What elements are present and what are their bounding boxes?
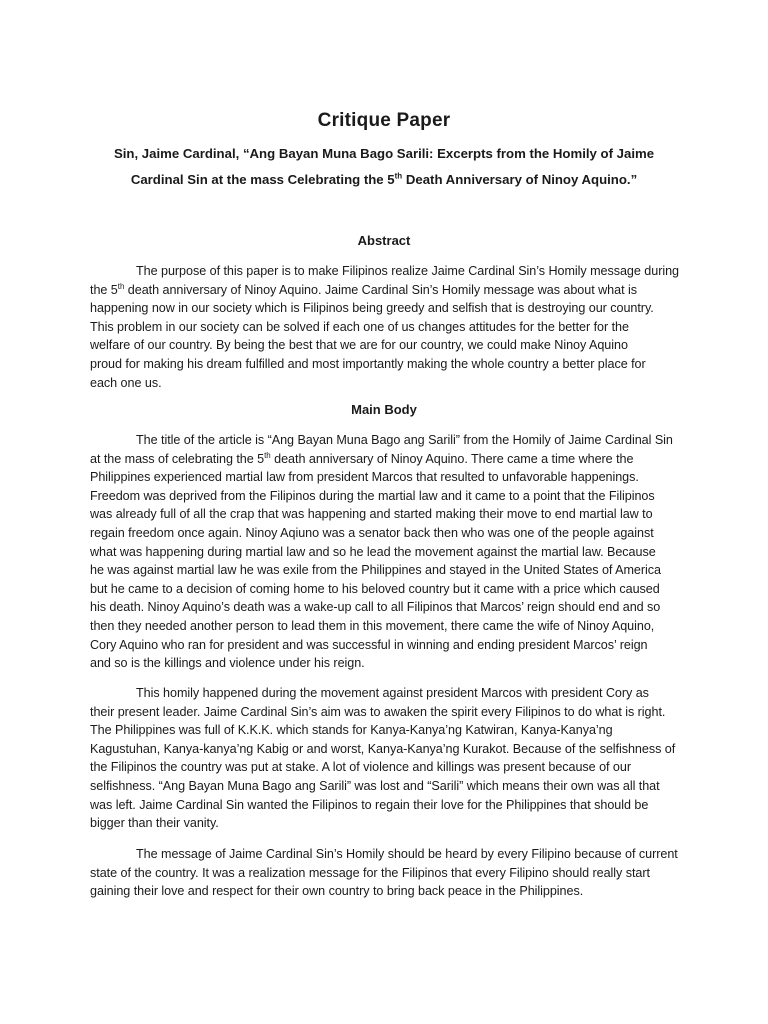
text-line: but he came to a decision of coming home to his beloved country but it came with a price which caused xyxy=(90,581,660,596)
text-line: selfishness. “Ang Bayan Muna Bago ang Sarili” was lost and “Sarili” which means their own was all that xyxy=(90,778,660,793)
text-line: Cory Aquino who ran for president and was successful in winning and ending president Marcos’ reign xyxy=(90,637,648,652)
text-line: was already full of all the crap that was happening and started making their move to end martial law to xyxy=(90,507,653,522)
text-fragment: death anniversary of Ninoy Aquino. There came a time where the xyxy=(270,451,634,466)
text-line: the Filipinos the country was put at stake. A lot of violence and killings was present because of our xyxy=(90,760,631,775)
text-line: proud for making his dream fulfilled and most importantly making the whole country a better place for xyxy=(90,356,646,371)
text-line: regain freedom once again. Ninoy Aqiuno was a senator back then who was one of the people against xyxy=(90,525,654,540)
main-body-heading: Main Body xyxy=(351,402,417,417)
text-line: The Philippines was full of K.K.K. which stands for Kanya-Kanya’ng Katwiran, Kanya-Kanya’ng xyxy=(90,723,613,738)
text-line: The message of Jaime Cardinal Sin’s Homily should be heard by every Filipino because of current xyxy=(136,847,678,861)
text-line: then they needed another person to lead them in this movement, there came the wife of Ninoy Aquino, xyxy=(90,618,655,633)
text-line: and so is the killings and violence under his reign. xyxy=(90,656,365,671)
citation-line-2-tail: Death Anniversary of Ninoy Aquino.” xyxy=(402,172,638,187)
text-line: welfare of our country. By being the best that we are for our country, we could make Ninoy Aquino xyxy=(90,338,628,353)
superscript: th xyxy=(264,450,271,460)
text-line: This problem in our society can be solved if each one of us changes attitudes for the better for the xyxy=(90,319,629,334)
text-line: The title of the article is “Ang Bayan Muna Bago ang Sarili” from the Homily of Jaime Cardinal Sin xyxy=(136,433,673,447)
text-line: each one us. xyxy=(90,375,162,390)
text-line: Kagustuhan, Kanya-kanya’ng Kabig or and worst, Kanya-Kanya’ng Kurakot. Because of the selfishness of xyxy=(90,741,676,756)
text-line: Philippines experienced martial law from president Marcos that resulted to unfavorable happenings. xyxy=(90,470,639,485)
text-line: This homily happened during the movement against president Marcos with president Cory as xyxy=(136,686,649,700)
citation-line-1: Sin, Jaime Cardinal, “Ang Bayan Muna Bago Sarili: Excerpts from the Homily of Jaime xyxy=(113,146,655,161)
main-body-paragraph-3 xyxy=(90,845,678,901)
text-line: was left. Jaime Cardinal Sin wanted the Filipinos to regain their love for the Philippines that should be xyxy=(90,797,649,812)
superscript: th xyxy=(117,281,125,291)
abstract-heading: Abstract xyxy=(357,233,411,248)
text-line: he was against martial law he was exile from the Philippines and stayed in the United States of America xyxy=(90,563,661,578)
text-line: gaining their love and respect for their own country to bring back peace in the Philippines. xyxy=(90,884,584,899)
text-line: state of the country. It was a realization message for the Filipinos that every Filipino should really start xyxy=(90,865,650,880)
text-fragment: death anniversary of Ninoy Aquino. Jaime Cardinal Sin’s Homily message was about what is xyxy=(124,282,637,297)
text-line: happening now in our society which is Filipinos being greedy and selfish that is destroying our country. xyxy=(90,301,654,316)
citation-line-2 xyxy=(90,171,678,189)
text-line xyxy=(90,450,678,469)
main-body-paragraph-1 xyxy=(90,431,678,673)
citation-superscript: th xyxy=(394,171,403,181)
text-line: his death. Ninoy Aquino’s death was a wake-up call to all Filipinos that Marcos’ reign should end and so xyxy=(90,600,661,615)
text-line: what was happening during martial law and so he lead the movement against the martial law. Because xyxy=(90,544,656,559)
text-line: Freedom was deprived from the Filipinos during the martial law and it came to a point that the Filipinos xyxy=(90,488,655,503)
text-fragment: the 5 xyxy=(90,282,118,297)
main-body-paragraph-2 xyxy=(90,684,678,833)
text-line: their present leader. Jaime Cardinal Sin’s aim was to awaken the spirit every Filipinos to do what is right. xyxy=(90,704,666,719)
text-line: bigger than their vanity. xyxy=(90,816,219,831)
citation-line-2-text: Cardinal Sin at the mass Celebrating the 5 xyxy=(130,172,395,187)
document-title: Critique Paper xyxy=(317,110,451,131)
text-line xyxy=(90,281,678,300)
text-line: The purpose of this paper is to make Filipinos realize Jaime Cardinal Sin’s Homily message during xyxy=(136,264,679,278)
text-fragment: at the mass of celebrating the 5 xyxy=(90,451,265,466)
abstract-paragraph xyxy=(90,262,678,392)
